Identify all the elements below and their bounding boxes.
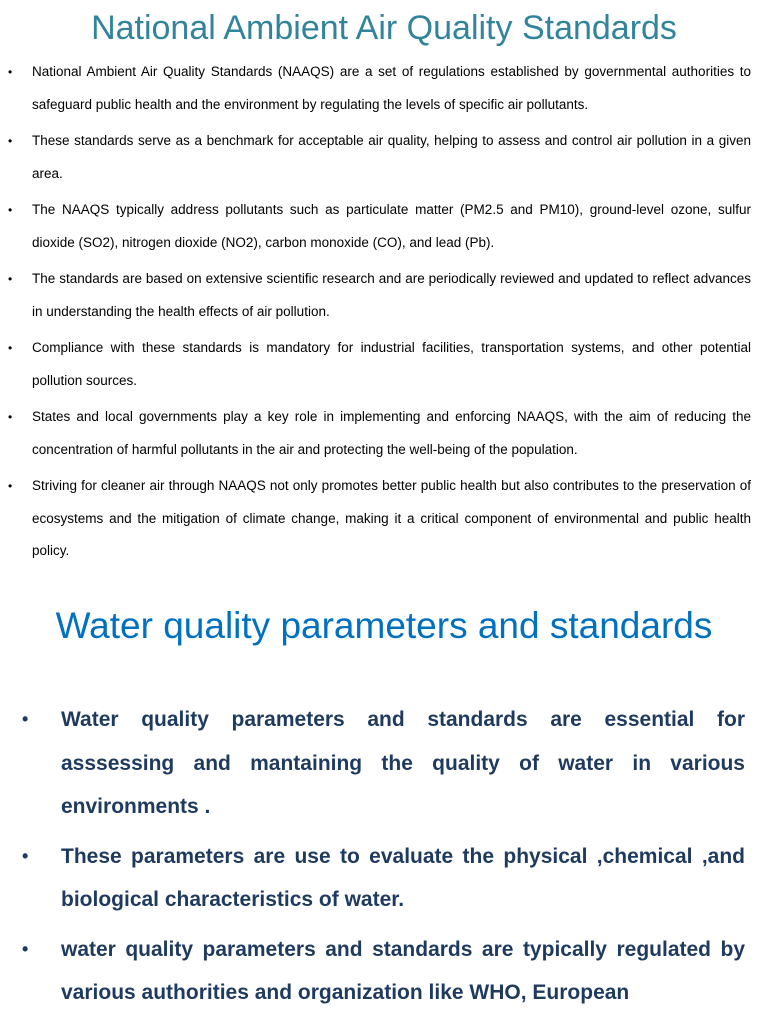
bullet-glyph: • (8, 203, 13, 217)
list-item-text: Water quality parameters and standards are essential for asssessing and mantaining the quality of water in various environments . (61, 708, 745, 818)
list-item-text: Compliance with these standards is mandatory for industrial facilities, transportation systems, and other potential pollution sources. (32, 340, 751, 388)
bullet-glyph: • (8, 410, 13, 424)
list-item (0, 263, 768, 328)
list-item-text: These standards serve as a benchmark for acceptable air quality, helping to assess and control air pollution in a given area. (32, 133, 751, 181)
list-item (0, 928, 768, 1015)
bullet-glyph: • (8, 65, 13, 79)
water-quality-title: Water quality parameters and standards (55, 605, 713, 646)
list-item (0, 332, 768, 397)
list-item (0, 698, 768, 829)
list-item-text: States and local governments play a key role in implementing and enforcing NAAQS, with the aim of reducing the concentration of harmful pollutants in the air and protecting the well-being of the population. (32, 409, 751, 457)
bullet-glyph: • (8, 134, 13, 148)
bullet-glyph: • (22, 845, 29, 866)
list-item (0, 56, 768, 121)
list-item-text: Striving for cleaner air through NAAQS not only promotes better public health but also contributes to the preservation of ecosystems and the mitigation of climate change, making it a critical component of environmental and public health policy. (32, 478, 751, 558)
air-quality-title: National Ambient Air Quality Standards (91, 9, 677, 47)
list-item-text: National Ambient Air Quality Standards (NAAQS) are a set of regulations established by governmental authorities to safeguard public health and the environment by regulating the levels of specific air pollutants. (32, 64, 751, 112)
list-item-text: The standards are based on extensive scientific research and are periodically reviewed and updated to reflect advances in understanding the health effects of air pollution. (32, 271, 751, 319)
list-item (0, 194, 768, 259)
list-item (0, 125, 768, 190)
bullet-glyph: • (22, 938, 29, 959)
bullet-glyph: • (8, 479, 13, 493)
list-item-text: water quality parameters and standards are typically regulated by various authorities and organization like WHO, European (61, 937, 745, 1004)
bullet-glyph: • (8, 341, 13, 355)
list-item (0, 835, 768, 922)
list-item (0, 470, 768, 568)
air-quality-bullet-list (0, 56, 768, 572)
list-item (0, 401, 768, 466)
list-item-text: These parameters are use to evaluate the physical ,chemical ,and biological characteristics of water. (61, 844, 745, 911)
bullet-glyph: • (22, 709, 29, 729)
bullet-glyph: • (8, 272, 13, 286)
water-quality-bullet-list (0, 698, 768, 1021)
list-item-text: The NAAQS typically address pollutants such as particulate matter (PM2.5 and PM10), ground-level ozone, sulfur dioxide (SO2), nitrogen dioxide (NO2), carbon monoxide (CO), and lead (Pb). (32, 202, 751, 250)
